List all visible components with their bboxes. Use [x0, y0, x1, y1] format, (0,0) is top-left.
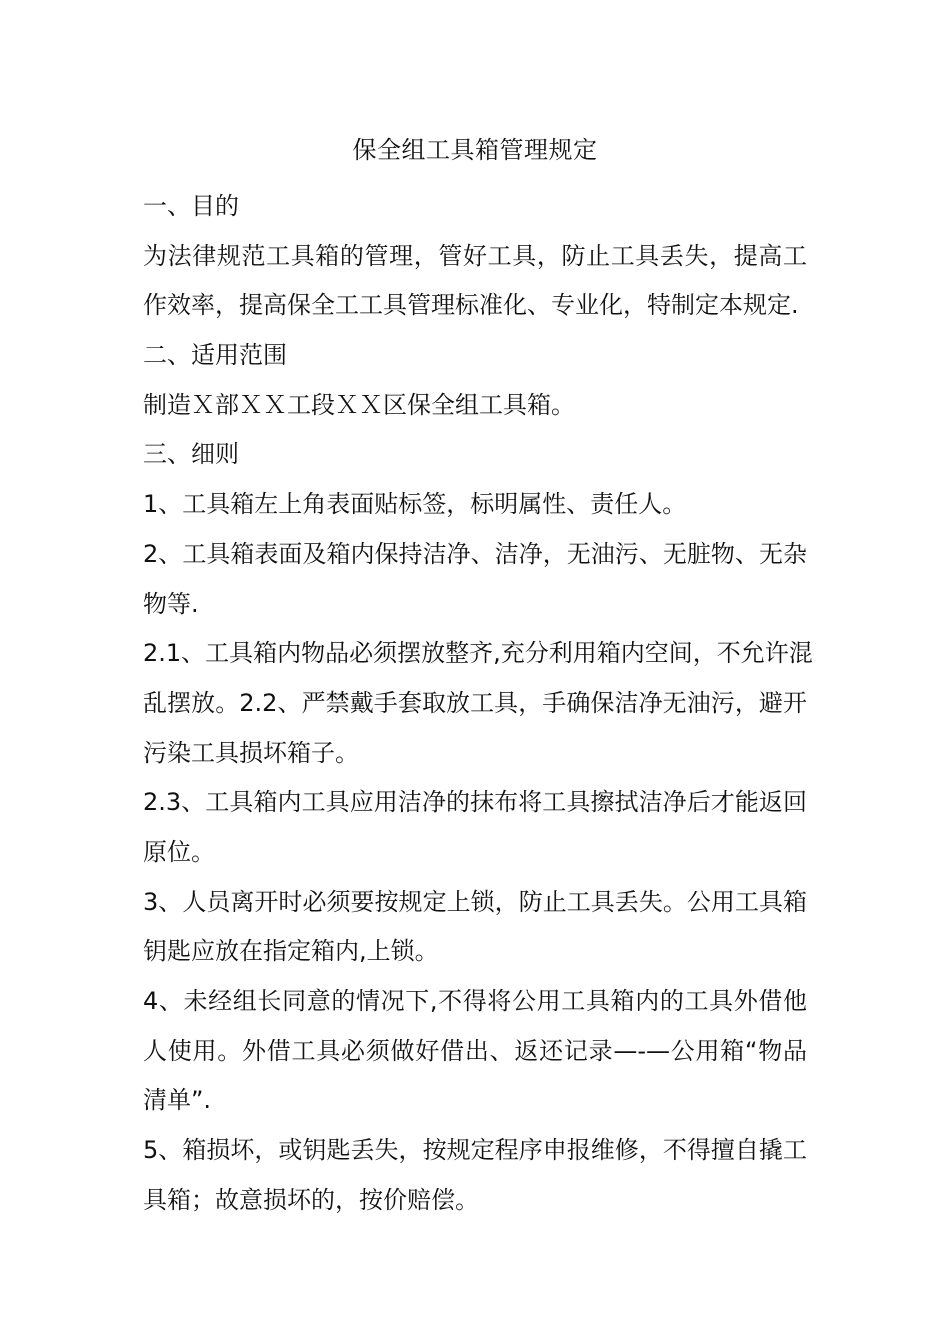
section-heading-rules: 三、细则 — [143, 440, 239, 469]
rule-item-continued: 乱摆放。2.2、严禁戴手套取放工具，手确保洁净无油污，避开 — [143, 688, 807, 717]
section-heading-purpose: 一、目的 — [143, 192, 239, 220]
rule-item: 3、人员离开时必须要按规定上锁，防止工具丢失。公用工具箱 — [143, 887, 807, 916]
rule-item: 2.3、工具箱内工具应用洁净的抹布将工具擦拭洁净后才能返回 — [143, 788, 807, 817]
document-body — [143, 182, 813, 1225]
rule-item-continued: 原位。 — [143, 837, 215, 866]
rule-item: 1、工具箱左上角表面贴标签，标明属性、责任人。 — [143, 490, 687, 519]
rule-item-continued: 钥匙应放在指定箱内,上锁。 — [143, 937, 439, 966]
rule-item: 2、工具箱表面及箱内保持洁净、洁净，无油污、无脏物、无杂 — [143, 539, 807, 568]
rule-item-continued: 具箱；故意损坏的，按价赔偿。 — [143, 1185, 479, 1214]
rule-item-continued: 人使用。外借工具必须做好借出、返还记录—-—公用箱“物品 — [143, 1036, 807, 1065]
paragraph-line: 作效率，提高保全工工具管理标准化、专业化，特制定本规定. — [143, 291, 799, 320]
rule-item: 5、箱损坏，或钥匙丢失，按规定程序申报维修，不得擅自撬工 — [143, 1136, 807, 1165]
rule-item-continued: 物等. — [143, 589, 199, 618]
document-title: 保全组工具箱管理规定 — [352, 136, 598, 164]
section-heading-scope: 二、适用范围 — [143, 341, 287, 370]
paragraph-line: 为法律规范工具箱的管理，管好工具，防止工具丢失，提高工 — [143, 241, 807, 270]
paragraph-line: 制造Ｘ部ＸＸ工段ＸＸ区保全组工具箱。 — [143, 390, 575, 419]
rule-item-continued: 清单”. — [143, 1086, 212, 1115]
rule-item: 4、未经组长同意的情况下,不得将公用工具箱内的工具外借他 — [143, 987, 807, 1015]
rule-item: 2.1、工具箱内物品必须摆放整齐,充分利用箱内空间，不允许混 — [143, 639, 813, 668]
rule-item-continued: 污染工具损坏箱子。 — [143, 738, 359, 767]
